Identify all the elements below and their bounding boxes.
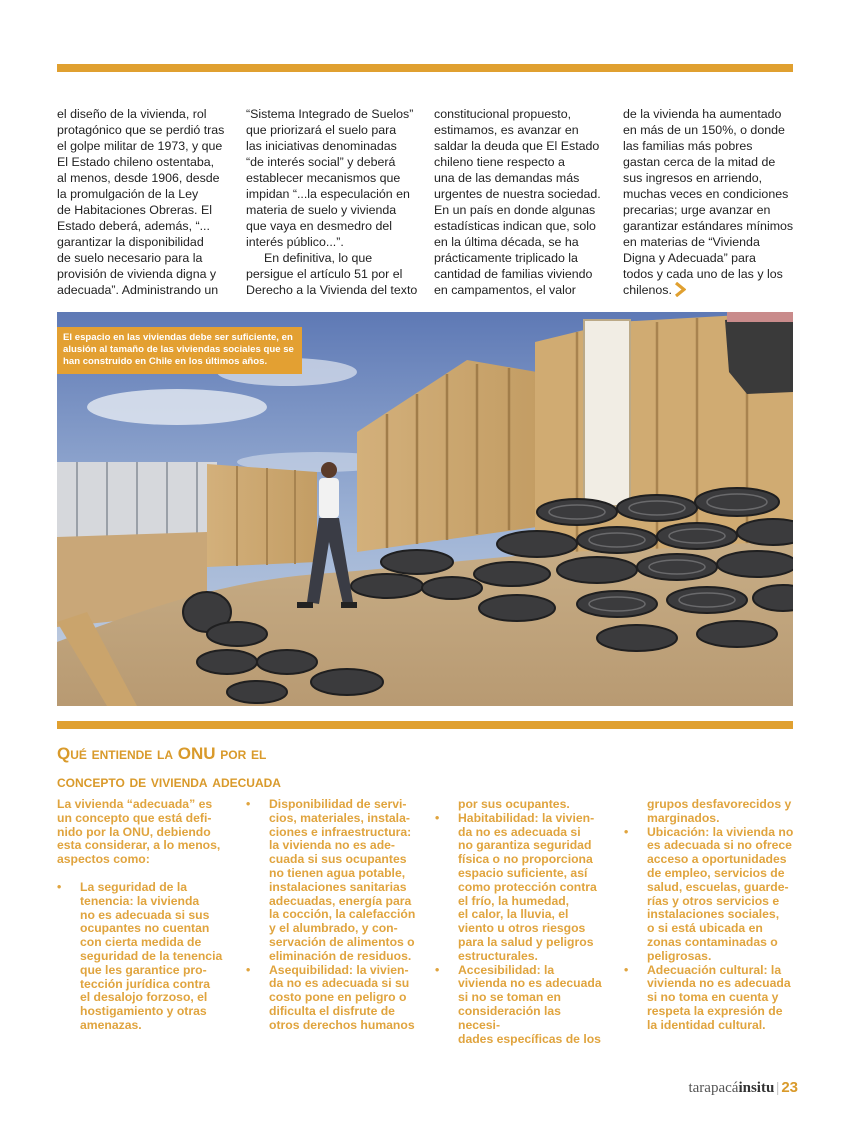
list-continuation: por sus ocupantes. bbox=[458, 797, 570, 811]
bullet-icon: • bbox=[435, 810, 440, 825]
magazine-brand bbox=[688, 1080, 774, 1096]
body-column-3 bbox=[434, 106, 614, 298]
list-item bbox=[435, 964, 605, 1047]
bullet-icon: • bbox=[246, 797, 251, 811]
body-paragraph: “Sistema Integrado de Suelos” que priorizará el suelo para las iniciativas denominadas “de interés social” y deberá establecer mecanismos que impidan “...la especulación en materia de suelo y vivienda que vaya en desmedro del interés público...”. bbox=[246, 107, 414, 249]
section-title-line: Qué entiende la ONU por el bbox=[57, 744, 267, 763]
footer-separator: | bbox=[776, 1080, 780, 1096]
adequate-housing-list bbox=[57, 798, 797, 1048]
body-paragraph bbox=[623, 106, 799, 301]
bullet-icon: • bbox=[246, 962, 251, 977]
bullet-icon: • bbox=[435, 962, 440, 977]
list-item bbox=[246, 964, 416, 1033]
list-item bbox=[624, 826, 794, 964]
list-item-text: Adecuación cultural: la vivienda no es adecuada si no toma en cuenta y respeta la expresión de la identidad cultural. bbox=[647, 962, 791, 1032]
section-title-line: concepto de vivienda adecuada bbox=[57, 772, 281, 791]
body-column-4 bbox=[623, 106, 799, 301]
brand-bold: insitu bbox=[738, 1080, 775, 1096]
bullet-icon: • bbox=[57, 879, 62, 894]
list-item-text: Asequibilidad: la vivien- da no es adecuada si su costo pone en peligro o dificulta el disfrute de otros derechos humanos bbox=[269, 962, 415, 1032]
bullet-icon: • bbox=[624, 824, 629, 839]
list-item bbox=[624, 964, 794, 1033]
page-footer bbox=[688, 1079, 798, 1097]
body-text: de la vivienda ha aumentado en más de un 150%, o donde las familias más pobres gastan cerca de la mitad de sus ingresos en arriendo, muchas veces en condiciones precarias; urge avanzar en garantizar estándares mínimos en materias de “Vivienda Digna y Adecuada” para todos y cada uno de las y los chilenos. bbox=[623, 107, 794, 297]
section-title bbox=[57, 740, 657, 796]
list-item-text: Accesibilidad: la vivienda no es adecuada si no se toman en consideración las necesi- dades específicas de los bbox=[458, 962, 602, 1046]
body-paragraph-indented: En definitiva, lo que persigue el artículo 51 por el Derecho a la Vivienda del texto bbox=[246, 251, 418, 297]
list-item-text: Disponibilidad de servi- cios, materiales, instala- ciones e infraestructura: la vivienda no es ade- cuada si sus ocupantes no tienen agua potable, instalaciones sanitarias adecuadas, energía para la cocción, la calefacción y el alumbrado, y con- servación de alimentos o eliminación de residuos. bbox=[269, 797, 416, 963]
list-item-text: Habitabilidad: la vivien- da no es adecuada si no garantiza seguridad física o no proporciona espacio suficiente, así como protección contra el frío, la humedad, el calor, la lluvia, el viento u otros riesgos para la salud y peligros estructurales. bbox=[458, 810, 597, 963]
list-column-2 bbox=[246, 798, 416, 1033]
list-item bbox=[246, 798, 416, 964]
brand-plain: tarapacá bbox=[688, 1080, 739, 1096]
list-item bbox=[57, 881, 227, 1033]
list-item bbox=[435, 812, 605, 964]
section-accent-rule bbox=[57, 721, 793, 729]
article-body bbox=[57, 106, 797, 302]
list-column-3 bbox=[435, 798, 605, 1046]
photo-caption: El espacio en las viviendas debe ser suficiente, en alusión al tamaño de las viviendas sociales que se han construido en Chile en los últimos años. bbox=[57, 327, 302, 374]
body-column-2 bbox=[246, 106, 426, 298]
body-paragraph: el diseño de la vivienda, rol protagónico que se perdió tras el golpe militar de 1973, y que El Estado chileno ostentaba, al menos, desde 1906, desde la promulgación de la Ley de Habitaciones Obreras. El Estado deberá, además, “... garantizar la disponibilidad de suelo necesario para la provisión de vivienda digna y adecuada”. Administrando un bbox=[57, 107, 225, 297]
list-item-text: Ubicación: la vivienda no es adecuada si no ofrece acceso a oportunidades de empleo, servicios de salud, escuelas, guarde- rías y otros servicios e instalaciones sociales, o si está ubicada en zonas contaminadas o peligrosas. bbox=[647, 824, 794, 963]
list-item-text: La seguridad de la tenencia: la vivienda no es adecuada si sus ocupantes no cuentan con cierta medida de seguridad de la tenencia que les garantice pro- tección jurídica contra el desalojo forzoso, el hostigamiento y otras amenazas. bbox=[80, 879, 223, 1032]
top-accent-rule bbox=[57, 64, 793, 72]
bullet-icon: • bbox=[624, 962, 629, 977]
list-intro: La vivienda “adecuada” es un concepto que está defi- nido por la ONU, debiendo esta considerar, a lo menos, aspectos como: bbox=[57, 797, 221, 867]
continue-chevron-icon bbox=[674, 282, 686, 301]
body-column-1 bbox=[57, 106, 237, 298]
list-continuation: grupos desfavorecidos y marginados. bbox=[647, 797, 792, 825]
list-column-4 bbox=[624, 798, 794, 1033]
list-column-1 bbox=[57, 798, 227, 1033]
body-paragraph: constitucional propuesto, estimamos, es avanzar en saldar la deuda que El Estado chileno tiene respecto a una de las demandas más urgentes de nuestra sociedad. En un país en donde algunas estadísticas indican que, solo en la última década, se ha prácticamente triplicado la cantidad de familias viviendo en campamentos, el valor bbox=[434, 107, 601, 297]
page-number: 23 bbox=[781, 1079, 798, 1096]
